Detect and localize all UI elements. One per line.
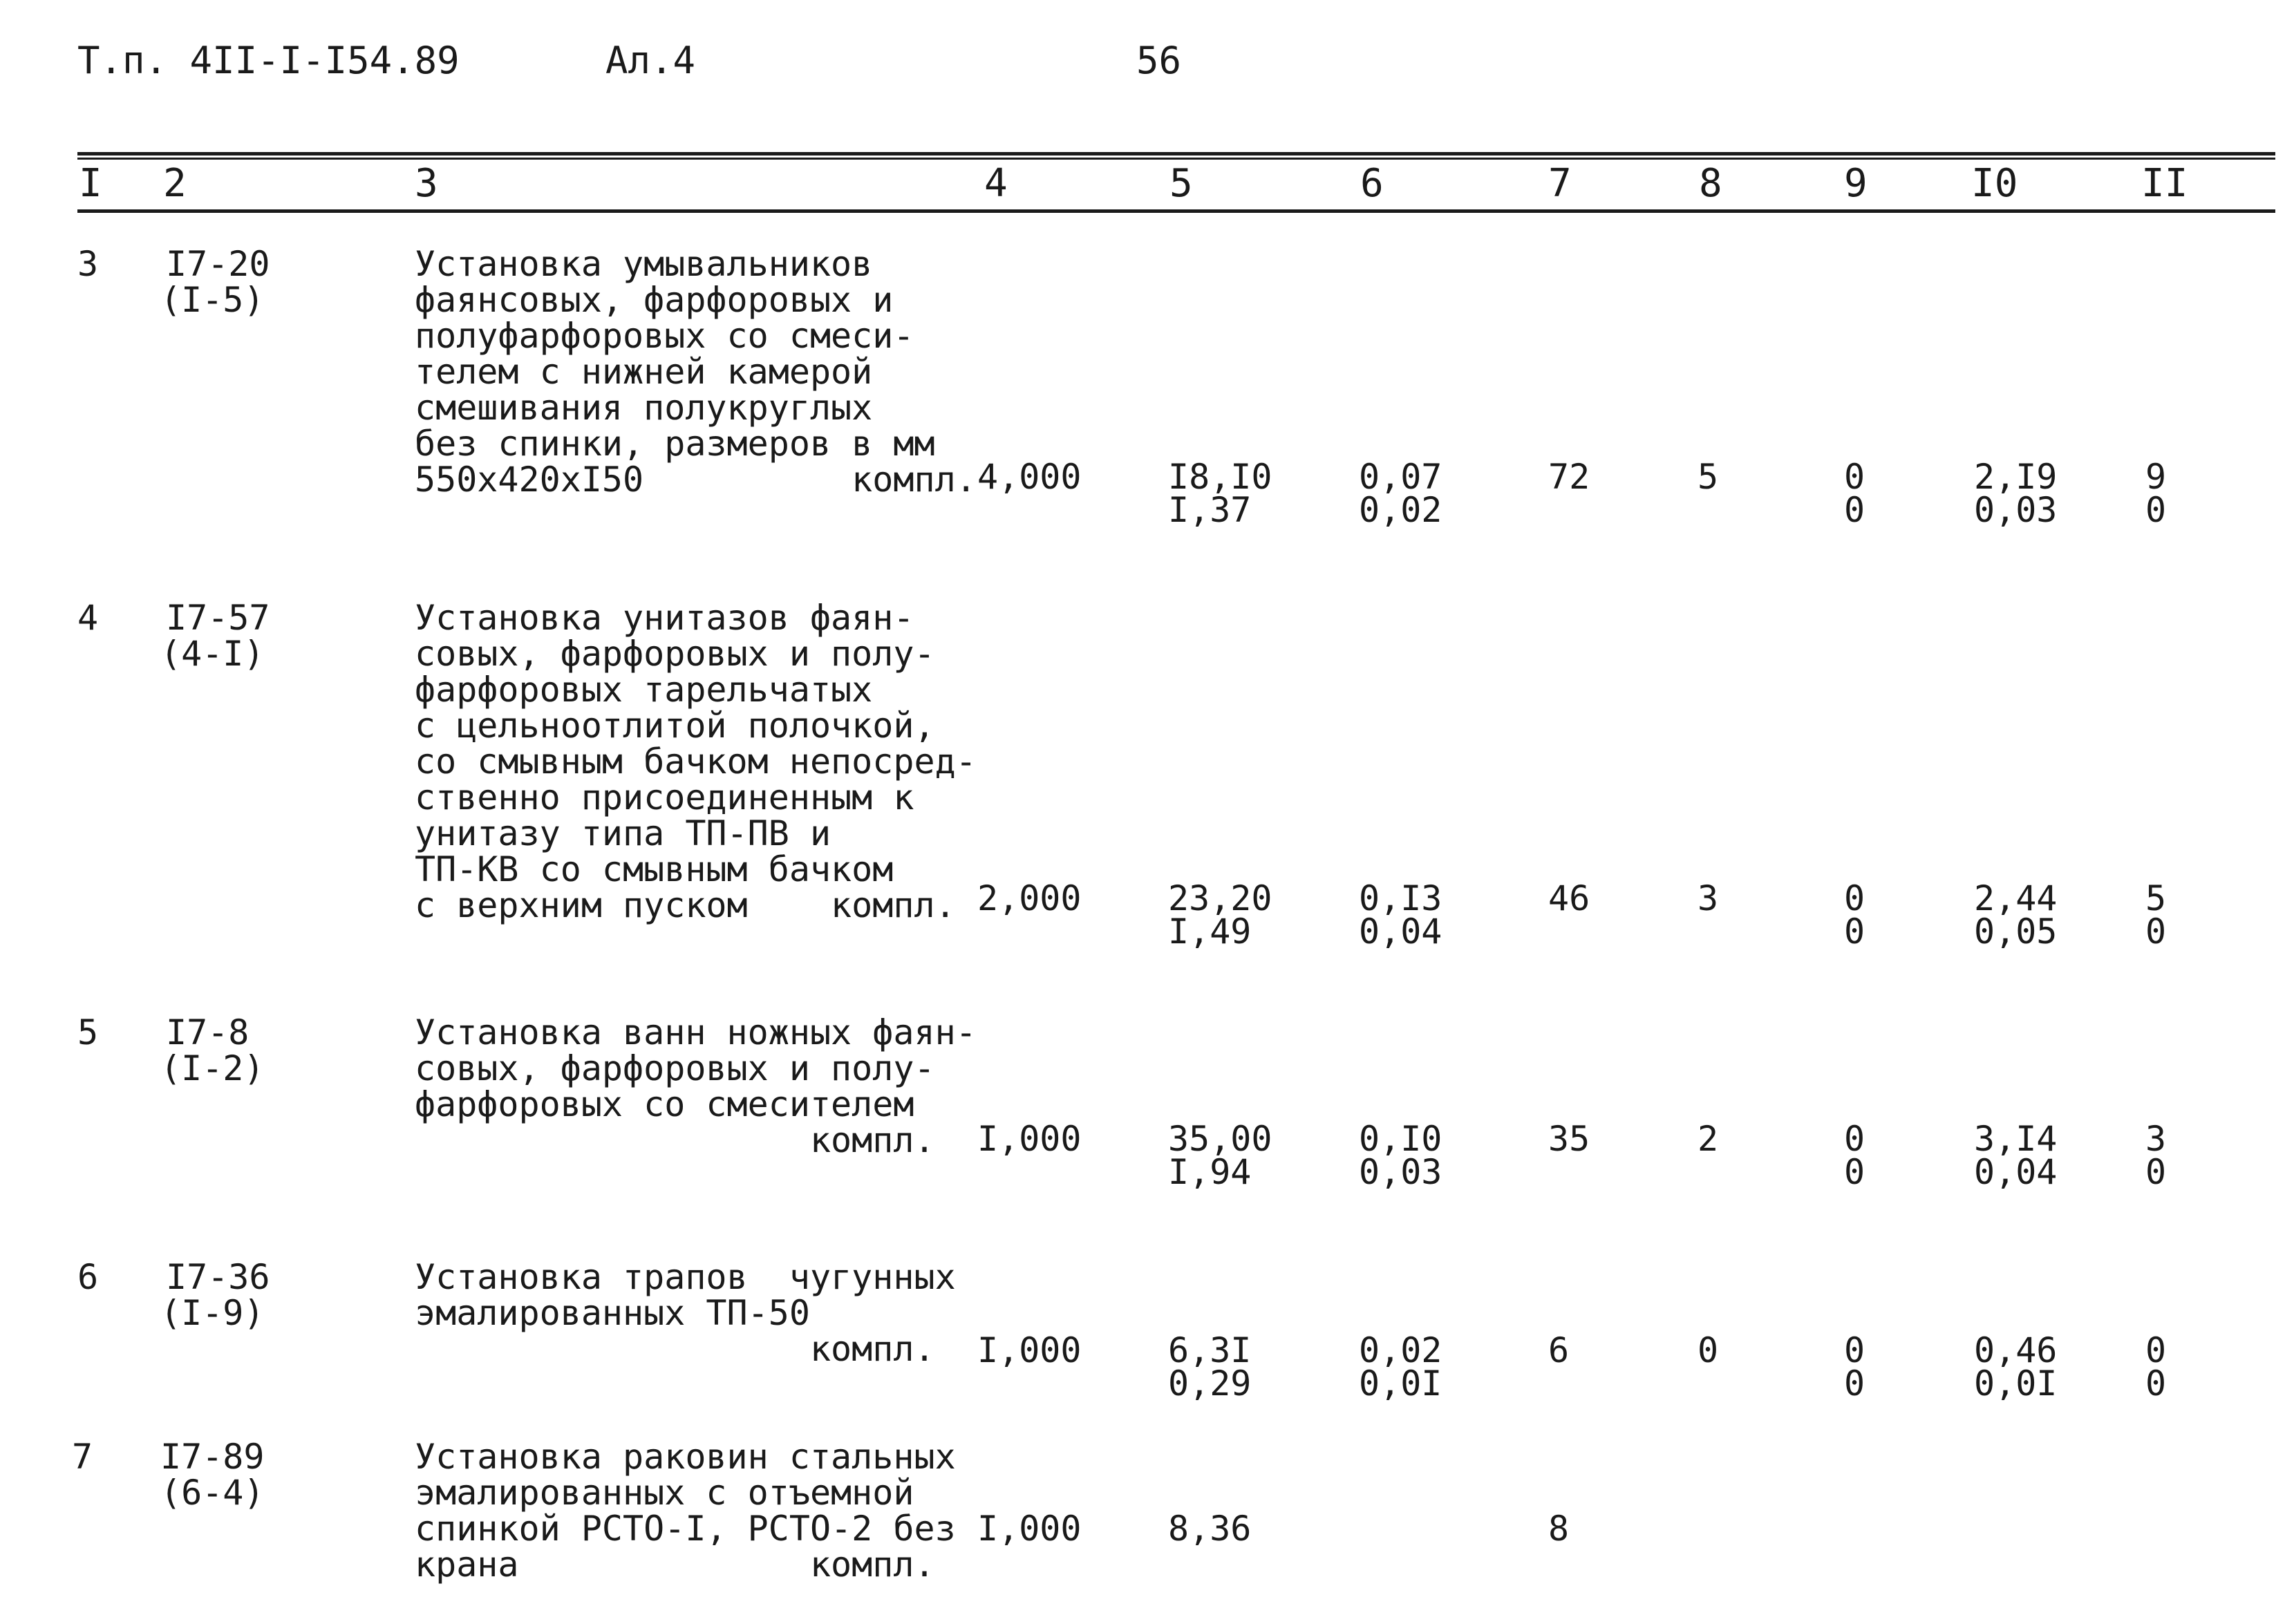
col9-top: 0: [1844, 1330, 1865, 1370]
col6-bottom: 0,03: [1359, 1152, 1442, 1192]
col5-bottom: I,49: [1168, 912, 1252, 952]
col11-bottom: 0: [2145, 912, 2167, 952]
row-number: 7: [72, 1437, 93, 1477]
col11-bottom: 0: [2145, 1363, 2167, 1404]
rate-code: I7-20: [166, 244, 270, 284]
col10-bottom: 0,0I: [1974, 1363, 2058, 1404]
col8: 2: [1698, 1119, 1719, 1159]
rate-code-ref: (I-9): [160, 1293, 265, 1333]
column-header-10: I0: [1971, 161, 2018, 206]
col6-bottom: 0,04: [1359, 912, 1442, 952]
rate-code-ref: (I-2): [160, 1048, 265, 1088]
rate-code: I7-57: [166, 598, 270, 638]
page-number: 56: [1136, 39, 1182, 82]
row-number: 6: [77, 1257, 99, 1297]
quantity: I,000: [977, 1509, 1082, 1549]
col9-top: 0: [1844, 1119, 1865, 1159]
col7: 8: [1548, 1509, 1570, 1549]
col7: 35: [1548, 1119, 1590, 1159]
col10-top: 0,46: [1974, 1330, 2058, 1370]
rate-code: I7-8: [166, 1012, 250, 1052]
column-header-6: 6: [1360, 161, 1384, 206]
col10-bottom: 0,03: [1974, 490, 2058, 530]
col10-bottom: 0,05: [1974, 912, 2058, 952]
col5-bottom: I,94: [1168, 1152, 1252, 1192]
column-header-8: 8: [1699, 161, 1722, 206]
col5-bottom: I,37: [1168, 490, 1252, 530]
column-header-7: 7: [1548, 161, 1572, 206]
col8: 5: [1698, 457, 1719, 497]
column-header-4: 4: [984, 161, 1008, 206]
col8: 3: [1698, 878, 1719, 918]
col11-top: 0: [2145, 1330, 2167, 1370]
col5-top: 8,36: [1168, 1509, 1252, 1549]
col7: 72: [1548, 457, 1590, 497]
col9-bottom: 0: [1844, 912, 1865, 952]
col5-top: 23,20: [1168, 878, 1272, 918]
rate-code-ref: (6-4): [160, 1473, 265, 1513]
col11-top: 5: [2145, 878, 2167, 918]
rate-code: I7-36: [166, 1257, 270, 1297]
col7: 46: [1548, 878, 1590, 918]
row-number: 4: [77, 598, 99, 638]
col6-top: 0,02: [1359, 1330, 1442, 1370]
col5-top: 35,00: [1168, 1119, 1272, 1159]
col10-top: 2,44: [1974, 878, 2058, 918]
col5-top: 6,3I: [1168, 1330, 1252, 1370]
col11-bottom: 0: [2145, 1152, 2167, 1192]
col9-bottom: 0: [1844, 1363, 1865, 1404]
col7: 6: [1548, 1330, 1570, 1370]
document-code: Т.п. 4II-I-I54.89: [77, 39, 460, 82]
quantity: I,000: [977, 1119, 1082, 1159]
quantity: I,000: [977, 1330, 1082, 1370]
column-header-5: 5: [1169, 161, 1193, 206]
col6-top: 0,07: [1359, 457, 1442, 497]
col11-top: 9: [2145, 457, 2167, 497]
col9-top: 0: [1844, 878, 1865, 918]
row-number: 3: [77, 244, 99, 284]
quantity: 4,000: [977, 457, 1082, 497]
col6-top: 0,I0: [1359, 1119, 1442, 1159]
quantity: 2,000: [977, 878, 1082, 918]
col6-bottom: 0,02: [1359, 490, 1442, 530]
column-header-rule: [77, 209, 2275, 213]
row-number: 5: [77, 1012, 99, 1052]
col9-bottom: 0: [1844, 1152, 1865, 1192]
col10-top: 3,I4: [1974, 1119, 2058, 1159]
col11-bottom: 0: [2145, 490, 2167, 530]
column-header-3: 3: [415, 161, 438, 206]
col6-top: 0,I3: [1359, 878, 1442, 918]
column-header-1: I: [79, 161, 102, 206]
rate-code-ref: (4-I): [160, 634, 265, 674]
column-header-2: 2: [163, 161, 187, 206]
album-number: Ал.4: [605, 39, 696, 82]
column-header-9: 9: [1844, 161, 1868, 206]
rate-code-ref: (I-5): [160, 280, 265, 320]
col10-top: 2,I9: [1974, 457, 2058, 497]
rate-code: I7-89: [160, 1437, 265, 1477]
col10-bottom: 0,04: [1974, 1152, 2058, 1192]
column-header-11: II: [2141, 161, 2188, 206]
col11-top: 3: [2145, 1119, 2167, 1159]
table-top-rule: [77, 152, 2275, 155]
table-top-rule-second: [77, 158, 2275, 160]
col6-bottom: 0,0I: [1359, 1363, 1442, 1404]
col8: 0: [1698, 1330, 1719, 1370]
col5-top: I8,I0: [1168, 457, 1272, 497]
col5-bottom: 0,29: [1168, 1363, 1252, 1404]
col9-bottom: 0: [1844, 490, 1865, 530]
col9-top: 0: [1844, 457, 1865, 497]
